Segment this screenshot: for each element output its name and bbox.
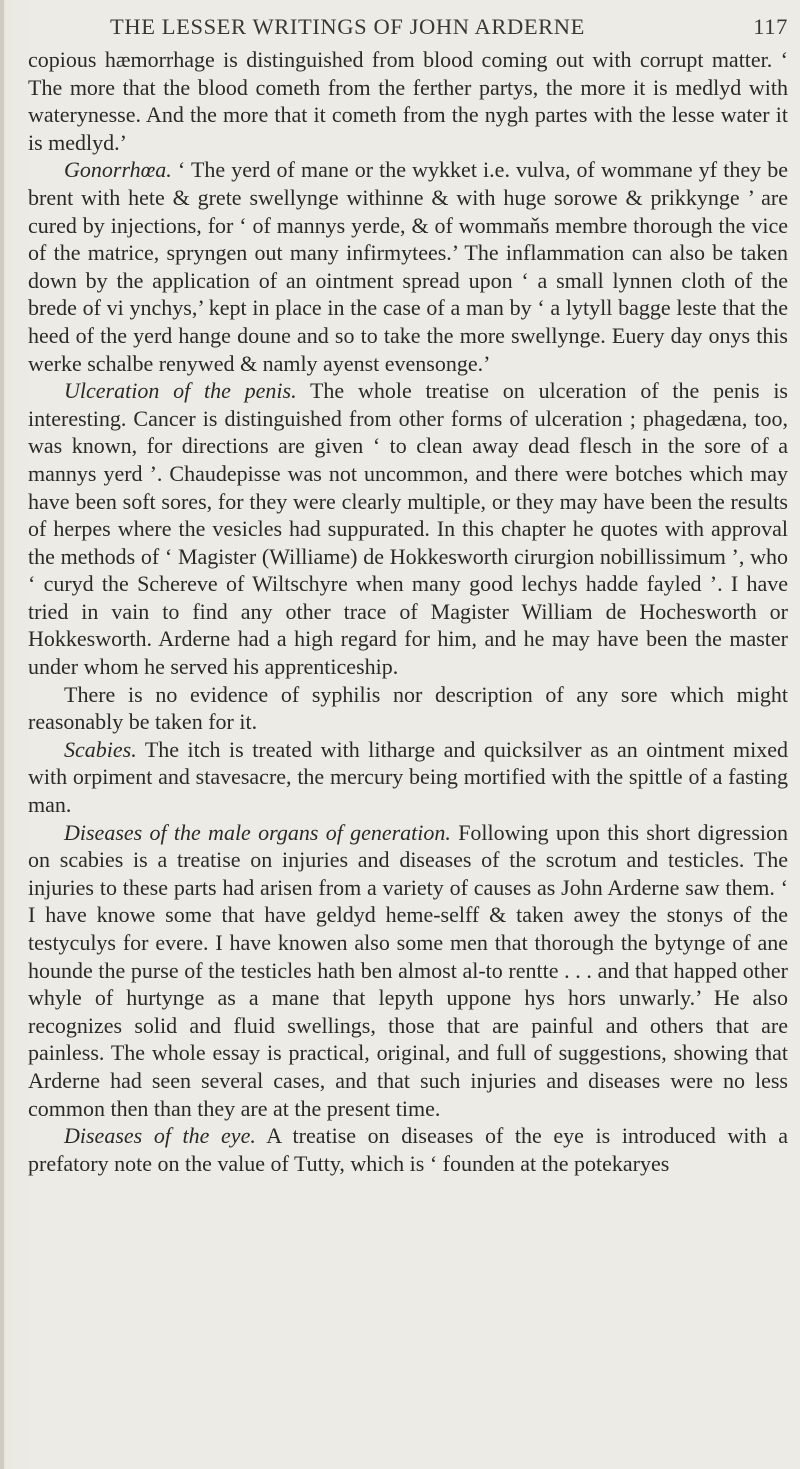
paragraph-ulceration (28, 377, 788, 681)
paragraph-eye (28, 1122, 788, 1177)
section-heading: Diseases of the male organs of generation. (64, 819, 451, 845)
paragraph-text: Following upon this short digression on scabies is a treatise on injuries and diseases of the scrotum and testicles. The injuries to these parts had arisen from a variety of causes as John Arderne saw them. ‘ I have knowe some that have geldyd heme-selff & taken awey the stonys of the testyculys for evere. I have knowen also some men that thorough the bytynge of ane hounde the purse of the testicles hath ben almost al-to rentte . . . and that happed other whyle of hurtynge as a mane that lepyth uppone hys hors unwarly.’ He also recognizes solid and fluid swellings, those that are painful and others that are painless. The whole essay is practical, original, and full of suggestions, showing that Arderne had seen several cases, and that such injuries and diseases were no less common then than they are at the present time. (28, 819, 789, 1121)
paragraph-text: The itch is treated with litharge and quicksilver as an ointment mixed with orpiment and stavesacre, the mercury being mortified with the spittle of a fasting man. (28, 736, 788, 818)
page-number: 117 (753, 14, 788, 39)
page-edge-shadow (0, 0, 4, 1469)
paragraph-text: A treatise on diseases of the eye is introduced with a prefatory note on the value of Tutty, which is ‘ founden at the potekaryes (28, 1123, 789, 1176)
section-heading: Gonorrhœa. (64, 157, 172, 183)
paragraph-text: ‘ The yerd of mane or the wykket i.e. vulva, of wommane yf they be brent with hete & grete swellynge withinne & with huge sorowe & prikkynge ’ are cured by injections, for ‘ of mannys yerde, & of wommaňs membre thorough the vice of the matrice, spryngen out many infirmytees.’ The inflammation can also be taken down by the application of an ointment spread upon ‘ a small lynnen cloth of the brede of vi ynchys,’ kept in place in the case of a man by ‘ a lytyll bagge leste that the heed of the yerd hange doune and so to take the more swellynge. Euery day onys this werke schalbe renywed & namly ayenst evensonge.’ (28, 157, 788, 376)
paragraph-gonorrhoea (28, 156, 788, 377)
paragraph-male-organs (28, 819, 788, 1123)
paragraph-text: The whole treatise on ulceration of the penis is interesting. Cancer is distinguished from other forms of ulceration ; phagedæna, too, was known, for directions are given ‘ to clean away dead flesch in the sore of a mannys yerd ’. Chaudepisse was not uncommon, and there were botches which may have been soft sores, for they were clearly multiple, or they may have been the results of herpes where the vesicles had suppurated. In this chapter he quotes with approval the methods of ‘ Magister (Williame) de Hokkesworth cirurgion nobillissimum ’, who ‘ curyd the Schereve of Wiltschyre when many good lechys hadde fayled ’. I have tried in vain to find any other trace of Magister William de Hochesworth or Hokkesworth. Arderne had a high regard for him, and he may have been the master under whom he served his apprenticeship. (28, 378, 788, 680)
running-title: THE LESSER WRITINGS OF JOHN ARDERNE (110, 14, 585, 39)
section-heading: Scabies. (64, 736, 137, 762)
paragraph-text: There is no evidence of syphilis nor description of any sore which might reasonably be taken for it. (28, 681, 788, 735)
section-heading: Ulceration of the penis. (64, 378, 297, 404)
paragraph-text: copious hæmorrhage is distinguished from blood coming out with corrupt matter. ‘ The more that the blood cometh from the ferther partys, the more it is medlyd with waterynesse. And the more that it cometh from the nygh partes with the lesse water it is medlyd.’ (28, 47, 788, 155)
paragraph-scabies (28, 736, 788, 819)
paragraph-syphilis (28, 681, 788, 736)
section-heading: Diseases of the eye. (64, 1123, 256, 1149)
paragraph-hemorrhage (28, 46, 788, 156)
page-body (28, 46, 788, 1177)
